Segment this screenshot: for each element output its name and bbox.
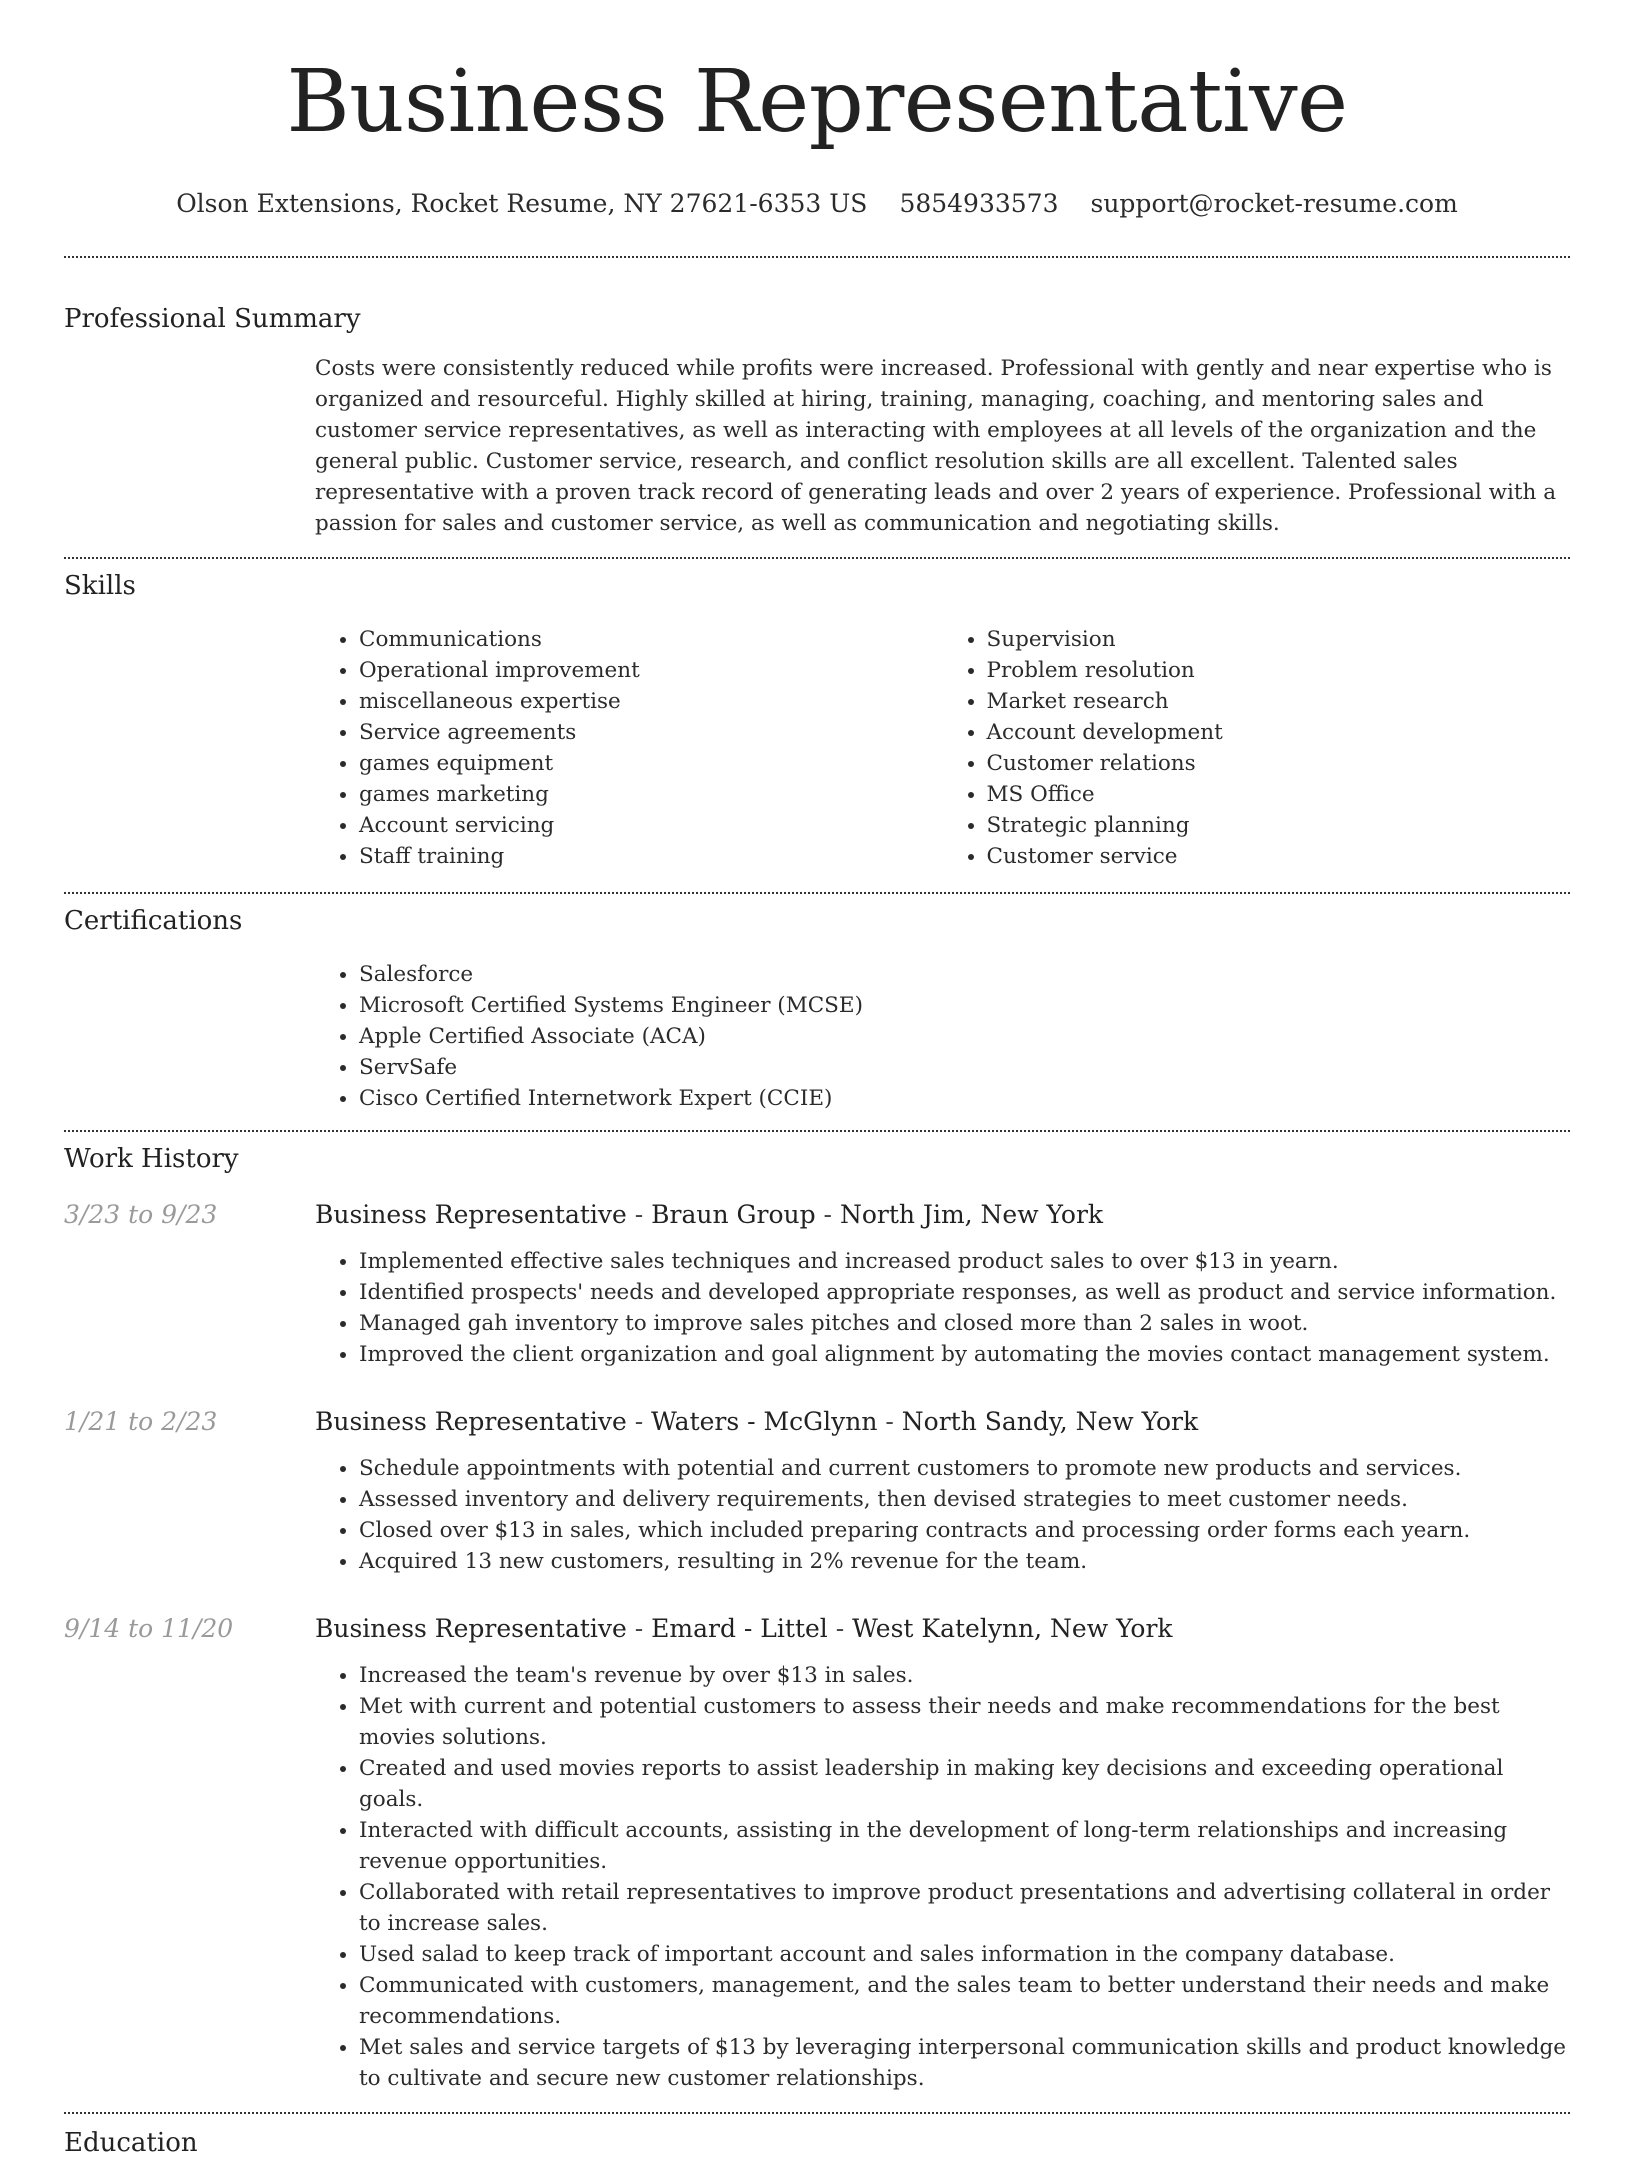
job-dates: 3/23 to 9/23 bbox=[64, 1200, 218, 1229]
skill-item: • Supervision bbox=[987, 624, 1571, 655]
job-bullet: • Communicated with customers, management, and the sales team to better understand their needs and make recommendations. bbox=[359, 1970, 1570, 2032]
job-heading bbox=[315, 1405, 1570, 1439]
skill-item: • Problem resolution bbox=[987, 655, 1571, 686]
work-history-section bbox=[64, 1132, 1570, 2094]
job-heading bbox=[315, 1612, 1570, 1646]
section-title-summary: Professional Summary bbox=[64, 304, 361, 334]
certification-item: • Cisco Certified Internetwork Expert (CCIE) bbox=[359, 1083, 1570, 1114]
skill-item: • Account servicing bbox=[359, 810, 943, 841]
job-role: Business Representative bbox=[315, 1200, 627, 1229]
job-bullets bbox=[315, 1453, 1570, 1577]
job-bullet: • Improved the client organization and goal alignment by automating the movies contact management system. bbox=[359, 1339, 1570, 1370]
contact-line bbox=[64, 188, 1570, 220]
contact-phone: 5854933573 bbox=[899, 189, 1059, 218]
skills-section bbox=[64, 559, 1570, 872]
job-separator: - bbox=[626, 1200, 652, 1229]
skill-item: • Communications bbox=[359, 624, 943, 655]
job-separator: - bbox=[827, 1614, 853, 1643]
job-bullet: • Assessed inventory and delivery requirements, then devised strategies to meet customer needs. bbox=[359, 1484, 1570, 1515]
skill-item: • games marketing bbox=[359, 779, 943, 810]
summary-section bbox=[64, 258, 1570, 539]
job-bullet: • Created and used movies reports to assist leadership in making key decisions and exceeding operational goals. bbox=[359, 1753, 1570, 1815]
skills-list-right bbox=[943, 624, 1571, 872]
job-dates: 1/21 to 2/23 bbox=[64, 1407, 218, 1436]
summary-text: Costs were consistently reduced while profits were increased. Professional with gently and near expertise who is organized and resourceful. Highly skilled at hiring, training, managing, coaching, and mentoring sales and customer service representatives, as well as interacting with employees at all levels of the organization and the general public. Customer service, research, and conflict resolution skills are all excellent. Talented sales representative with a proven track record of generating leads and over 2 years of experience. Professional with a passion for sales and customer service, as well as communication and negotiating skills. bbox=[315, 356, 1557, 536]
certifications-section bbox=[64, 894, 1570, 1114]
certification-item: • Apple Certified Associate (ACA) bbox=[359, 1021, 1570, 1052]
job-bullet: • Increased the team's revenue by over $13 in sales. bbox=[359, 1660, 1570, 1691]
skill-item: • Account development bbox=[987, 717, 1571, 748]
job-entry bbox=[64, 1612, 1570, 2094]
job-bullet: • Interacted with difficult accounts, assisting in the development of long-term relationships and increasing revenue opportunities. bbox=[359, 1815, 1570, 1877]
job-dates: 9/14 to 11/20 bbox=[64, 1614, 234, 1643]
resume-page bbox=[64, 0, 1570, 2160]
skill-item: • Customer service bbox=[987, 841, 1571, 872]
job-separator: - bbox=[815, 1200, 840, 1229]
job-separator: - bbox=[626, 1614, 652, 1643]
job-bullet: • Used salad to keep track of important account and sales information in the company database. bbox=[359, 1939, 1570, 1970]
skill-item: • miscellaneous expertise bbox=[359, 686, 943, 717]
contact-email: support@rocket-resume.com bbox=[1090, 189, 1458, 218]
job-company: Waters - McGlynn bbox=[651, 1407, 878, 1436]
certifications-list bbox=[315, 959, 1570, 1114]
section-title-education: Education bbox=[64, 2128, 198, 2158]
skill-item: • Strategic planning bbox=[987, 810, 1571, 841]
skill-item: • Market research bbox=[987, 686, 1571, 717]
certification-item: • ServSafe bbox=[359, 1052, 1570, 1083]
section-title-skills: Skills bbox=[64, 571, 136, 601]
job-location: North Jim, New York bbox=[839, 1200, 1104, 1229]
job-location: North Sandy, New York bbox=[901, 1407, 1199, 1436]
job-bullet: • Identified prospects' needs and developed appropriate responses, as well as product and service information. bbox=[359, 1277, 1570, 1308]
job-bullet: • Schedule appointments with potential and current customers to promote new products and services. bbox=[359, 1453, 1570, 1484]
job-company: Braun Group bbox=[651, 1200, 816, 1229]
job-bullet: • Closed over $13 in sales, which included preparing contracts and processing order forms each yearn. bbox=[359, 1515, 1570, 1546]
job-separator: - bbox=[877, 1407, 902, 1436]
section-title-work-history: Work History bbox=[64, 1144, 239, 1174]
job-company: Emard - Littel bbox=[651, 1614, 828, 1643]
job-bullet: • Implemented effective sales techniques and increased product sales to over $13 in yearn. bbox=[359, 1246, 1570, 1277]
skill-item: • Staff training bbox=[359, 841, 943, 872]
skill-item: • Customer relations bbox=[987, 748, 1571, 779]
job-separator: - bbox=[626, 1407, 652, 1436]
job-bullets bbox=[315, 1660, 1570, 2094]
skill-item: • MS Office bbox=[987, 779, 1571, 810]
education-section bbox=[64, 2114, 1570, 2160]
certification-item: • Salesforce bbox=[359, 959, 1570, 990]
job-entry bbox=[64, 1405, 1570, 1577]
skill-item: • Service agreements bbox=[359, 717, 943, 748]
candidate-name: Business Representative bbox=[286, 52, 1348, 152]
job-bullet: • Collaborated with retail representatives to improve product presentations and advertising collateral in order to increase sales. bbox=[359, 1877, 1570, 1939]
job-heading bbox=[315, 1198, 1570, 1232]
skills-list-left bbox=[315, 624, 943, 872]
job-bullet: • Met with current and potential customers to assess their needs and make recommendations for the best movies solutions. bbox=[359, 1691, 1570, 1753]
certification-item: • Microsoft Certified Systems Engineer (MCSE) bbox=[359, 990, 1570, 1021]
skill-item: • games equipment bbox=[359, 748, 943, 779]
job-role: Business Representative bbox=[315, 1407, 627, 1436]
job-bullet: • Acquired 13 new customers, resulting in 2% revenue for the team. bbox=[359, 1546, 1570, 1577]
job-bullets bbox=[315, 1246, 1570, 1370]
job-location: West Katelynn, New York bbox=[852, 1614, 1173, 1643]
job-bullet: • Met sales and service targets of $13 by leveraging interpersonal communication skills and product knowledge to cultivate and secure new customer relationships. bbox=[359, 2032, 1570, 2094]
skill-item: • Operational improvement bbox=[359, 655, 943, 686]
job-entry bbox=[64, 1198, 1570, 1370]
job-bullet: • Managed gah inventory to improve sales pitches and closed more than 2 sales in woot. bbox=[359, 1308, 1570, 1339]
section-title-certifications: Certifications bbox=[64, 906, 243, 936]
job-role: Business Representative bbox=[315, 1614, 627, 1643]
contact-address: Olson Extensions, Rocket Resume, NY 27621-6353 US bbox=[176, 189, 868, 218]
